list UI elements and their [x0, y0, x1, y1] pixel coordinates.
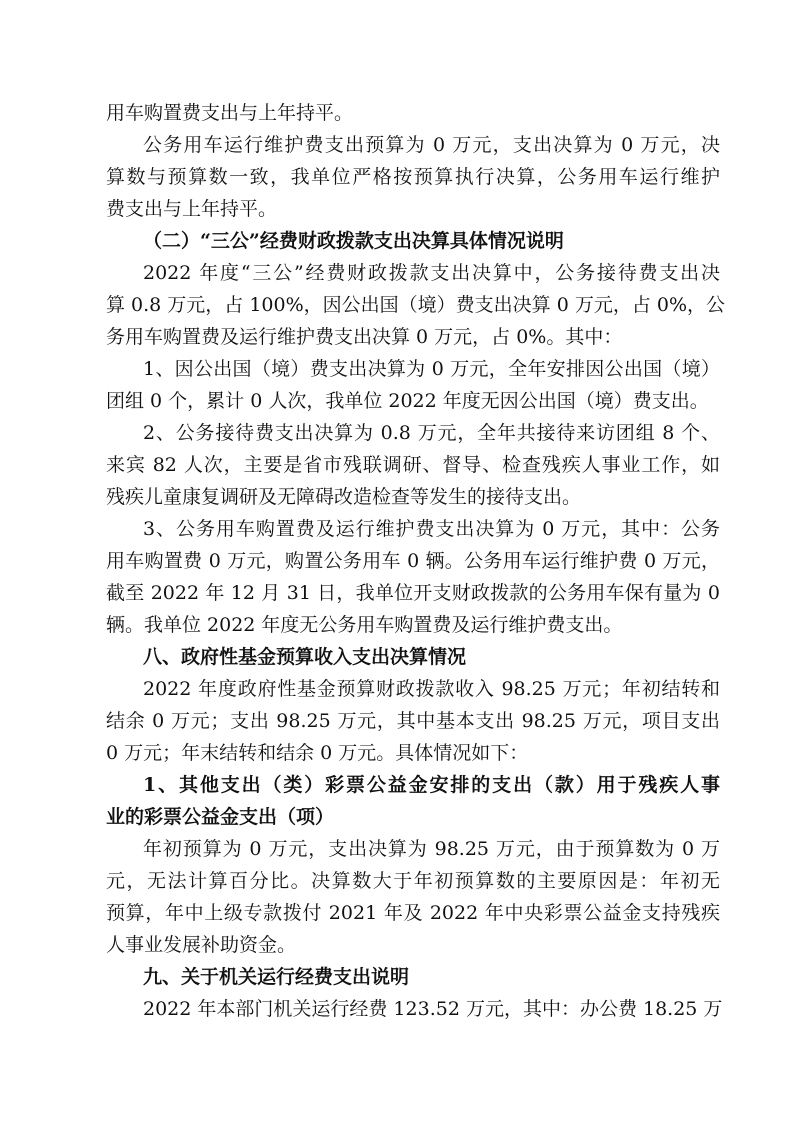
- paragraph-line: 1、因公出国（境）费支出决算为 0 万元，全年安排因公出国（境）: [143, 358, 720, 380]
- paragraph-line: 2、公务接待费支出决算为 0.8 万元，全年共接待来访团组 8 个、: [143, 422, 720, 444]
- paragraph-line: 2022 年本部门机关运行经费 123.52 万元，其中：办公费 18.25 万: [143, 998, 723, 1020]
- subsection-heading: 1、其他支出（类）彩票公益金安排的支出（款）用于残疾人事: [143, 774, 720, 796]
- paragraph-line: 费支出与上年持平。: [106, 198, 278, 220]
- section-heading: 八、政府性基金预算收入支出决算情况: [143, 646, 467, 668]
- section-heading: 九、关于机关运行经费支出说明: [143, 966, 410, 988]
- paragraph-line: 用车购置费支出与上年持平。: [106, 102, 354, 124]
- paragraph-line: 辆。我单位 2022 年度无公务用车购置费及运行维护费支出。: [106, 614, 623, 636]
- paragraph-line: 用车购置费 0 万元，购置公务用车 0 辆。公务用车运行维护费 0 万元，: [106, 550, 720, 572]
- paragraph-line: 残疾儿童康复调研及无障碍改造检查等发生的接待支出。: [106, 486, 582, 508]
- paragraph-line: 算数与预算数一致，我单位严格按预算执行决算，公务用车运行维护: [106, 166, 720, 188]
- paragraph-line: 元，无法计算百分比。决算数大于年初预算数的主要原因是：年初无: [106, 870, 720, 892]
- paragraph-line: 来宾 82 人次，主要是省市残联调研、督导、检查残疾人事业工作，如: [106, 454, 720, 476]
- paragraph-line: 务用车购置费及运行维护费支出决算 0 万元，占 0%。其中：: [106, 326, 623, 348]
- paragraph-line: 预算，年中上级专款拨付 2021 年及 2022 年中央彩票公益金支持残疾: [106, 902, 720, 924]
- paragraph-line: 结余 0 万元；支出 98.25 万元，其中基本支出 98.25 万元，项目支出: [106, 710, 720, 732]
- paragraph-line: 年初预算为 0 万元，支出决算为 98.25 万元，由于预算数为 0 万: [143, 838, 720, 860]
- paragraph-line: 算 0.8 万元，占 100%，因公出国（境）费支出决算 0 万元，占 0%，公: [106, 294, 726, 316]
- paragraph-line: 人事业发展补助资金。: [106, 934, 297, 956]
- paragraph-line: 2022 年度政府性基金预算财政拨款收入 98.25 万元；年初结转和: [143, 678, 720, 700]
- paragraph-line: 2022 年度“三公”经费财政拨款支出决算中，公务接待费支出决: [143, 262, 720, 284]
- paragraph-line: 团组 0 个，累计 0 人次，我单位 2022 年度无因公出国（境）费支出。: [106, 390, 709, 412]
- paragraph-line: 截至 2022 年 12 月 31 日，我单位开支财政拨款的公务用车保有量为 0: [106, 582, 720, 604]
- paragraph-line: 公务用车运行维护费支出预算为 0 万元，支出决算为 0 万元，决: [143, 134, 720, 156]
- paragraph-line: 0 万元；年末结转和结余 0 万元。具体情况如下：: [106, 742, 529, 764]
- paragraph-line: 3、公务用车购置费及运行维护费支出决算为 0 万元，其中：公务: [143, 518, 720, 540]
- section-heading: （二）“三公”经费财政拨款支出决算具体情况说明: [143, 230, 564, 252]
- subsection-heading: 业的彩票公益金支出（项）: [106, 806, 335, 828]
